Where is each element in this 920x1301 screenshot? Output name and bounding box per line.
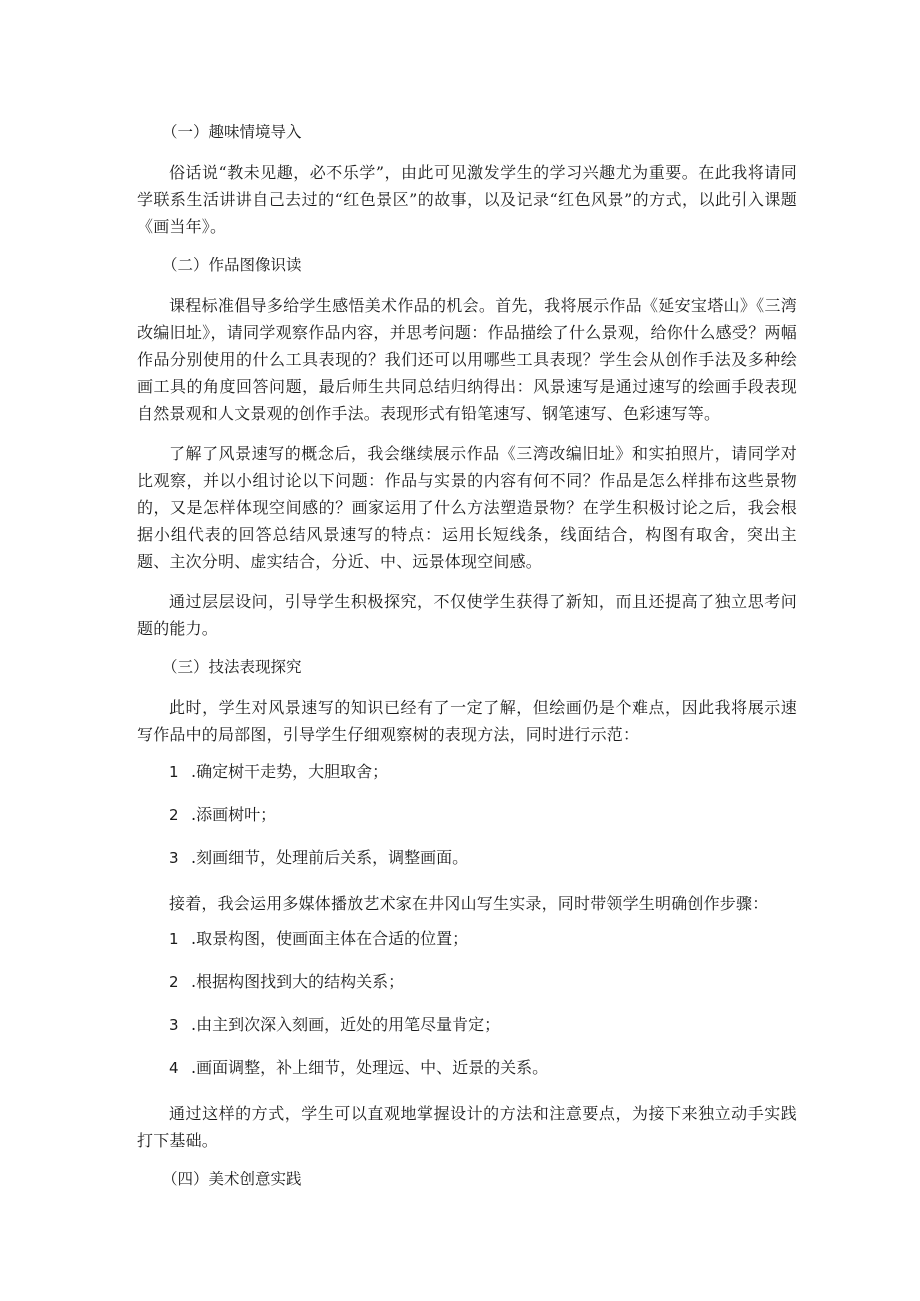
list-item-number: 4 xyxy=(169,1059,179,1077)
list-item-number: 3 xyxy=(169,849,179,867)
section-heading-2: （二）作品图像识读 xyxy=(162,256,302,274)
section-heading-4: （四）美术创意实践 xyxy=(162,1170,302,1188)
list-item-text: .添画树叶； xyxy=(191,805,277,824)
section2-paragraph-1: 课程标准倡导多给学生感悟美术作品的机会。首先，我将展示作品《延安宝塔山》《三湾改编旧址》，请同学观察作品内容，并思考问题：作品描绘了什么景观，给你什么感受？两幅作品分别使用的什么工具表现的？我们还可以用哪些工具表现？学生会从创作手法及多种绘画工具的角度回答问题，最后师生共同总结归纳得出：风景速写是通过速写的绘画手段表现自然景观和人文景观的创作手法。表现形式有铅笔速写、钢笔速写、色彩速写等。 xyxy=(137,296,797,423)
list-item xyxy=(137,971,797,993)
list-item-text: .由主到次深入刻画，近处的用笔尽量肯定； xyxy=(191,1015,501,1034)
list-item-text: .画面调整，补上细节，处理远、中、近景的关系。 xyxy=(191,1058,549,1077)
creation-steps-list xyxy=(137,928,797,1079)
document-body xyxy=(137,120,797,1206)
list-item xyxy=(137,847,797,869)
list-item xyxy=(137,804,797,826)
list-item xyxy=(137,1057,797,1079)
list-item-number: 2 xyxy=(169,806,179,824)
section1-paragraph-1: 俗话说“教未见趣，必不乐学”，由此可见激发学生的学习兴趣尤为重要。在此我将请同学联系生活讲讲自己去过的“红色景区”的故事，以及记录“红色风景”的方式，以此引入课题《画当年》。 xyxy=(137,163,797,236)
list-item-number: 1 xyxy=(169,930,179,948)
section-heading-1: （一）趣味情境导入 xyxy=(162,123,302,141)
section2-paragraph-3: 通过层层设问，引导学生积极探究，不仅使学生获得了新知，而且还提高了独立思考问题的能力。 xyxy=(137,592,797,638)
list-item xyxy=(137,761,797,783)
list-item xyxy=(137,928,797,950)
list-item-text: .刻画细节，处理前后关系，调整画面。 xyxy=(191,848,469,867)
list-item-number: 2 xyxy=(169,973,179,991)
section3-paragraph-2: 接着，我会运用多媒体播放艺术家在井冈山写生实录，同时带领学生明确创作步骤： xyxy=(169,894,769,913)
section2-paragraph-2: 了解了风景速写的概念后，我会继续展示作品《三湾改编旧址》和实拍照片，请同学对比观察，并以小组讨论以下问题：作品与实景的内容有何不同？作品是怎么样排布这些景物的，又是怎样体现空间感的？画家运用了什么方法塑造景物？在学生积极讨论之后，我会根据小组代表的回答总结风景速写的特点：运用长短线条，线面结合，构图有取舍，突出主题、主次分明、虚实结合，分近、中、远景体现空间感。 xyxy=(137,444,797,571)
list-item-text: .取景构图，使画面主体在合适的位置； xyxy=(191,929,469,948)
section3-paragraph-1: 此时，学生对风景速写的知识已经有了一定了解，但绘画仍是个难点，因此我将展示速写作品中的局部图，引导学生仔细观察树的表现方法，同时进行示范： xyxy=(137,698,797,744)
list-item-number: 3 xyxy=(169,1016,179,1034)
list-item-text: .确定树干走势，大胆取舍； xyxy=(191,762,389,781)
tree-steps-list xyxy=(137,761,797,869)
list-item-text: .根据构图找到大的结构关系； xyxy=(191,972,405,991)
list-item-number: 1 xyxy=(169,763,179,781)
section3-paragraph-3: 通过这样的方式，学生可以直观地掌握设计的方法和注意要点，为接下来独立动手实践打下基础。 xyxy=(137,1104,797,1150)
section-heading-3: （三）技法表现探究 xyxy=(162,658,302,676)
list-item xyxy=(137,1014,797,1036)
